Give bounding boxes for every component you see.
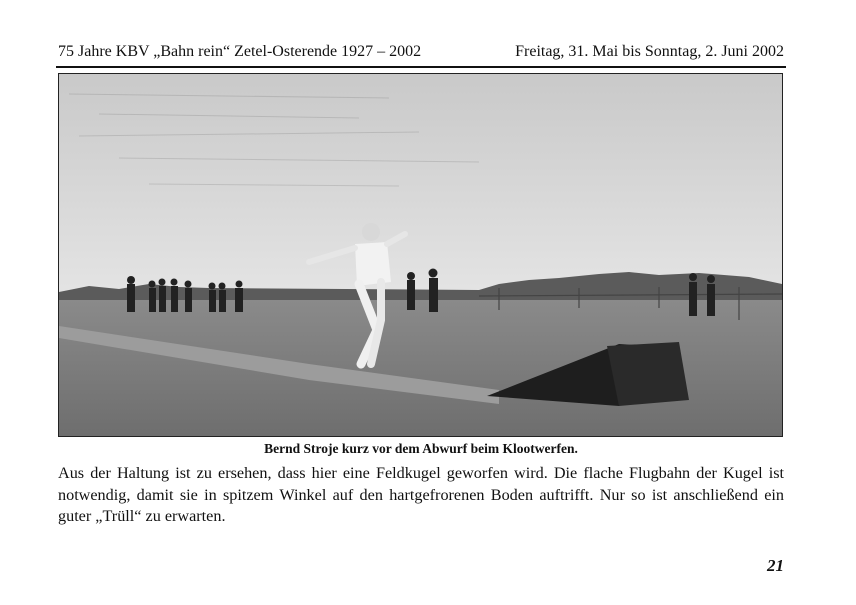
- photo: [58, 73, 783, 437]
- body-paragraph: Aus der Haltung ist zu ersehen, dass hier eine Feldkugel geworfen wird. Die flache Flugbahn der Kugel ist notwendig, damit sie in spitzem Winkel auf den hartgefrorenen Boden auftrifft. Nur so ist anschließend ein guter „Trüll“ zu erwarten.: [58, 464, 784, 525]
- page-number: 21: [767, 556, 784, 575]
- sky: [59, 74, 782, 296]
- header-rule: [56, 66, 786, 68]
- caption-end: .: [574, 441, 578, 456]
- header-date: Freitag, 31. Mai bis Sonntag, 2. Juni 2002: [515, 43, 784, 60]
- caption-main: Bernd Stroje kurz vor dem Abwurf beim Klootwerfen: [264, 441, 575, 456]
- photo-caption: [58, 440, 784, 458]
- page-header: [58, 40, 784, 64]
- photo-illustration: [59, 74, 782, 436]
- header-title: 75 Jahre KBV „Bahn rein“ Zetel-Osterende 1927 – 2002: [58, 43, 422, 60]
